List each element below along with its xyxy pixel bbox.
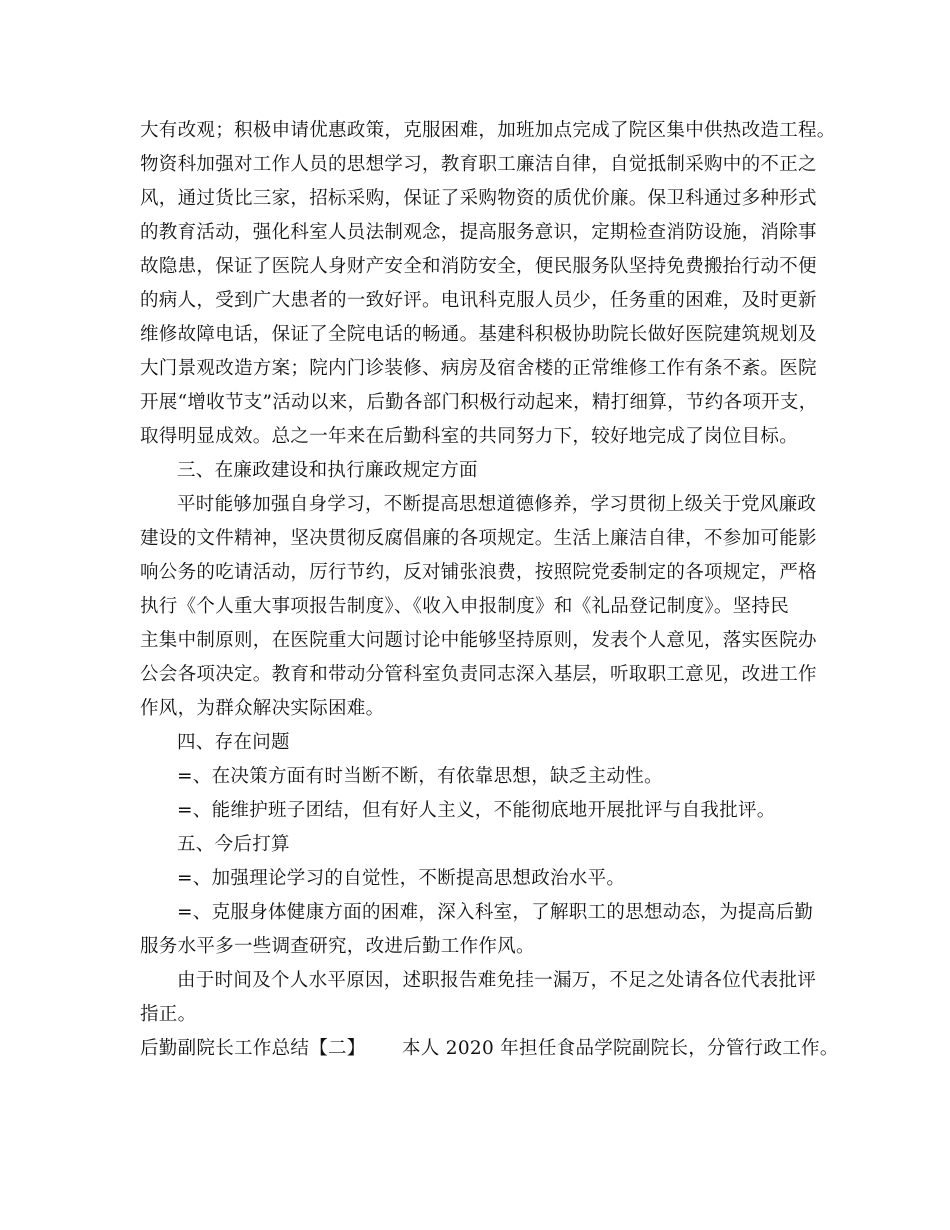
paragraph-line: 维修故障电话，保证了全院电话的畅通。基建科积极协助院长做好医院建筑规划及 (140, 324, 817, 345)
paragraph-line: 建设的文件精神，坚决贯彻反腐倡廉的各项规定。生活上廉洁自律，不参加可能影 (140, 528, 817, 549)
list-item: =、加强理论学习的自觉性，不断提高思想政治水平。 (177, 868, 626, 889)
paragraph-line: 取得明显成效。总之一年来在后勤科室的共同努力下，较好地完成了岗位目标。 (140, 426, 799, 447)
paragraph-line: 服务水平多一些调查研究，改进后勤工作作风。 (140, 936, 535, 957)
paragraph-line: 风，通过货比三家，招标采购，保证了采购物资的质优价廉。保卫科通过多种形式 (140, 188, 817, 209)
section-heading: 三、在廉政建设和执行廉政规定方面 (177, 460, 478, 481)
paragraph-line: 响公务的吃请活动，厉行节约，反对铺张浪费，按照院党委制定的各项规定，严格 (140, 562, 817, 583)
list-item: =、克服身体健康方面的困难，深入科室，了解职工的思想动态，为提高后勤 (177, 902, 814, 923)
next-section-text: 本人 2020 年担任食品学院副院长，分管行政工作。 (402, 1038, 839, 1059)
list-item: =、在决策方面有时当断不断，有依靠思想，缺乏主动性。 (177, 766, 663, 787)
footer-line (140, 1032, 839, 1066)
section-heading: 五、今后打算 (177, 834, 290, 855)
paragraph-line: 执行《个人重大事项报告制度》、《收入申报制度》和《礼品登记制度》。坚持民 (140, 596, 790, 617)
paragraph-line: 作风，为群众解决实际困难。 (140, 698, 385, 719)
paragraph-line: 开展“增收节支”活动以来，后勤各部门积极行动起来，精打细算，节约各项开支， (140, 392, 818, 413)
next-section-heading: 后勤副院长工作总结【二】 (140, 1038, 366, 1059)
paragraph-line: 的教育活动，强化科室人员法制观念，提高服务意识，定期检查消防设施，消除事 (140, 222, 817, 243)
section-heading: 四、存在问题 (177, 732, 290, 753)
document-page (140, 0, 839, 1230)
paragraph-line: 公会各项决定。教育和带动分管科室负责同志深入基层，听取职工意见，改进工作 (140, 664, 817, 685)
paragraph-line: 由于时间及个人水平原因，述职报告难免挂一漏万，不足之处请各位代表批评 (177, 970, 817, 991)
paragraph-line: 主集中制原则，在医院重大问题讨论中能够坚持原则，发表个人意见，落实医院办 (140, 630, 817, 651)
paragraph-line: 平时能够加强自身学习，不断提高思想道德修养，学习贯彻上级关于党风廉政 (177, 494, 817, 515)
paragraph-line: 大门景观改造方案；院内门诊装修、病房及宿舍楼的正常维修工作有条不紊。医院 (140, 358, 817, 379)
list-item: =、能维护班子团结，但有好人主义，不能彻底地开展批评与自我批评。 (177, 800, 776, 821)
paragraph-line: 的病人，受到广大患者的一致好评。电讯科克服人员少，任务重的困难，及时更新 (140, 290, 817, 311)
paragraph-line: 大有改观；积极申请优惠政策，克服困难，加班加点完成了院区集中供热改造工程。 (140, 120, 836, 141)
paragraph-line: 物资科加强对工作人员的思想学习，教育职工廉洁自律，自觉抵制采购中的不正之 (140, 154, 817, 175)
paragraph-line: 指正。 (140, 1004, 197, 1025)
paragraph-line: 故隐患，保证了医院人身财产安全和消防安全，便民服务队坚持免费搬抬行动不便 (140, 256, 817, 277)
